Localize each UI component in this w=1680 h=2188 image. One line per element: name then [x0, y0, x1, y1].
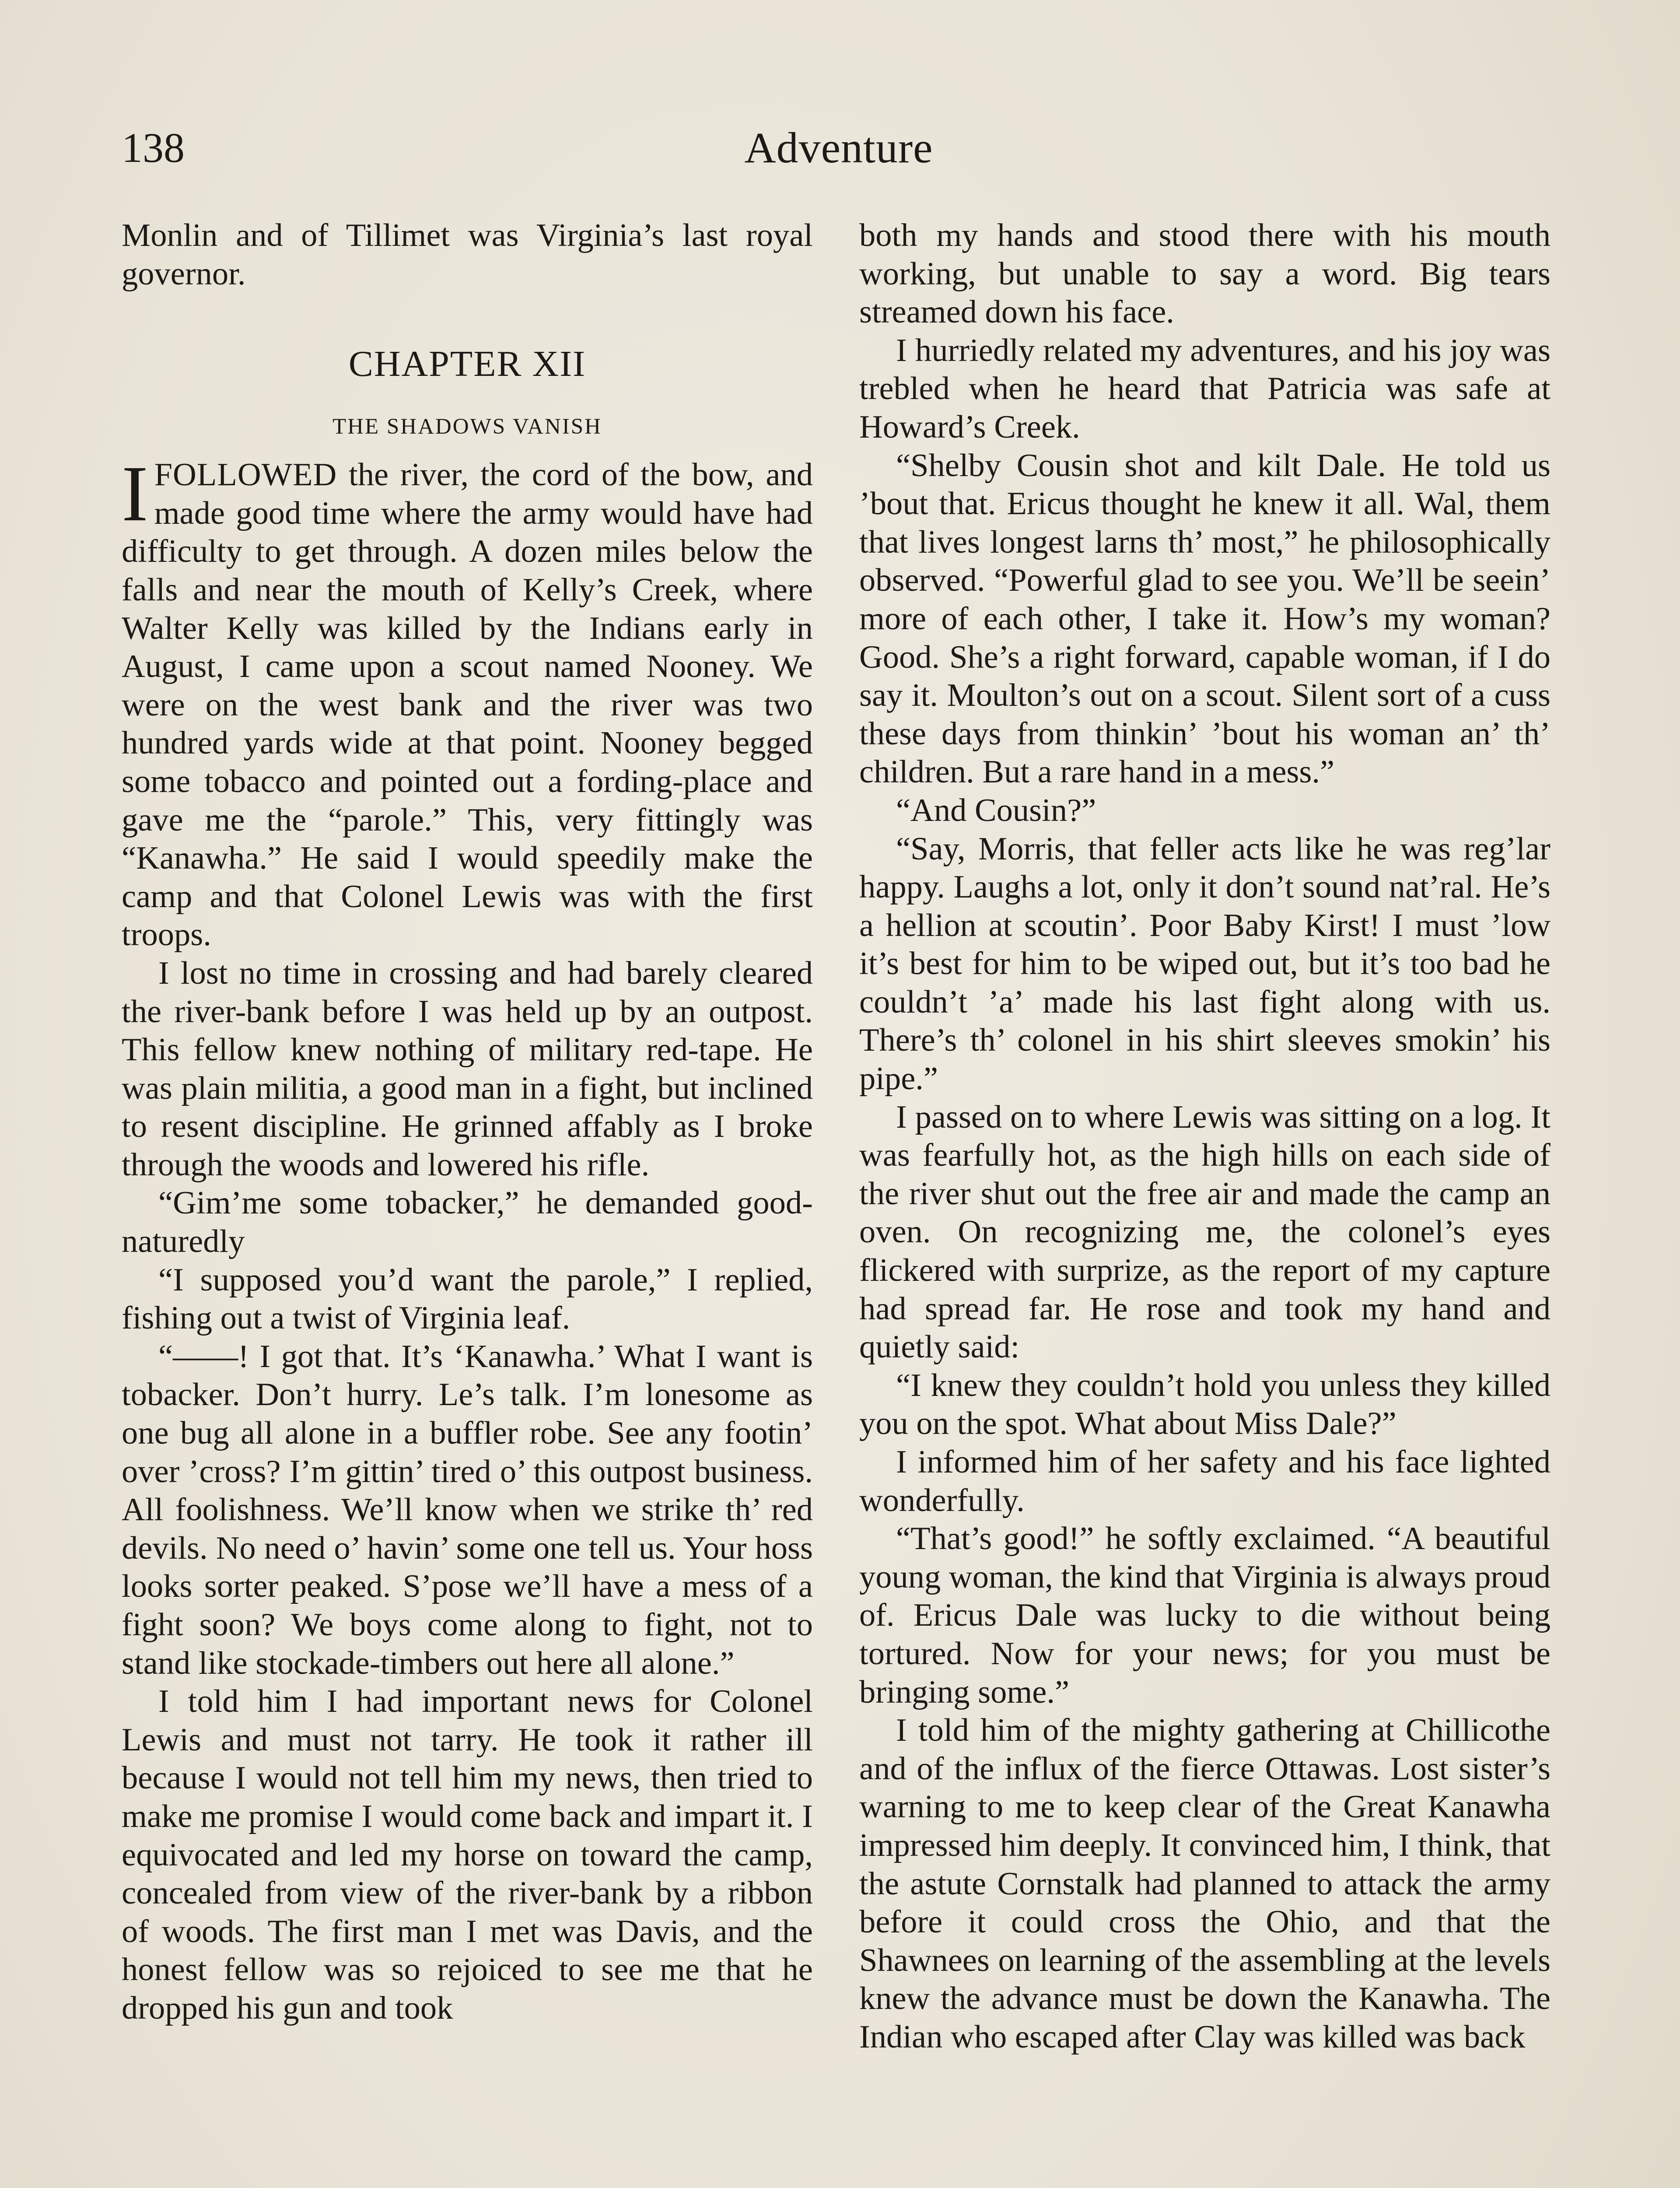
chapter-subtitle: THE SHADOWS VANISH	[332, 414, 602, 439]
paragraph: “That’s good!” he softly exclaimed. “A beautiful young woman, the kind that Virginia is always proud of. Ericus Dale was lucky to die without being tortured. Now for your news; for you must be bringing some.”	[859, 1521, 1550, 1710]
chapter-title: CHAPTER XII	[348, 344, 586, 385]
paragraph: “Shelby Cousin shot and kilt Dale. He told us ’bout that. Ericus thought he knew it all. Wal, them that lives longest larns th’ most,” he philosophically observed. “Powerful glad to see you. We’ll be seein’ more of each other, I take it. How’s my woman? Good. She’s a right forward, capable woman, if I do say it. Moulton’s out on a scout. Silent sort of a cuss these days from thinkin’ ’bout his woman an’ th’ children. But a rare hand in a mess.”	[859, 447, 1550, 790]
page-number: 138	[122, 124, 185, 171]
opening-text: the river, the cord of the bow, and made good time where the army would have had difficulty to get through. A dozen miles below the falls and near the mouth of Kelly’s Creek, where Walter Kelly was killed by the Indians early in August, I came upon a scout named Nooney. We were on the west bank and the river was two hundred yards wide at that point. Nooney begged some tobacco and pointed out a fording-place and gave me the “parole.” This, very fittingly was “Kanawha.” He said I would speedily make the camp and that Colonel Lewis was with the first troops.	[122, 457, 813, 953]
right-column	[859, 217, 1550, 2057]
paragraph: “I knew they couldn’t hold you unless they killed you on the spot. What about Miss Dale?”	[859, 1367, 1550, 1442]
opening-smallcaps: FOLLOWED	[154, 457, 337, 493]
paragraph: “Gim’me some tobacker,” he demanded good-naturedly	[122, 1185, 813, 1260]
paragraph: “And Cousin?”	[896, 792, 1096, 828]
paragraph: I told him of the mighty gathering at Chillicothe and of the influx of the fierce Ottawas. Lost sister’s warning to me to keep clear of the Great Kanawha impressed him deeply. It convinced him, I think, that the astute Cornstalk had planned to attack the army before it could cross the Ohio, and that the Shawnees on learning of the assembling at the levels knew the advance must be down the Kanawha. The Indian who escaped after Clay was killed was back	[859, 1712, 1550, 2055]
paragraph-continuation: Monlin and of Tillimet was Virginia’s last royal governor.	[122, 217, 813, 292]
left-column	[122, 217, 813, 2028]
paragraph: I hurriedly related my adventures, and his joy was trebled when he heard that Patricia was safe at Howard’s Creek.	[859, 332, 1550, 445]
running-head	[122, 117, 1556, 179]
chapter-opening-paragraph	[122, 450, 813, 954]
drop-cap: I	[122, 450, 148, 538]
paragraph: I lost no time in crossing and had barely cleared the river-bank before I was held up by an outpost. This fellow knew nothing of military red-tape. He was plain militia, a good man in a fight, but inclined to resent discipline. He grinned affably as I broke through the woods and lowered his rifle.	[122, 955, 813, 1183]
paragraph: I passed on to where Lewis was sitting on a log. It was fearfully hot, as the high hills on each side of the river shut out the free air and made the camp an oven. On recognizing me, the colonel’s eyes flickered with surprize, as the report of my capture had spread far. He rose and took my hand and quietly said:	[859, 1099, 1550, 1365]
journal-title: Adventure	[744, 123, 933, 172]
paragraph: “Say, Morris, that feller acts like he was reg’lar happy. Laughs a lot, only it don’t sound nat’ral. He’s a hellion at scoutin’. Poor Baby Kirst! I must ’low it’s best for him to be wiped out, but it’s too bad he couldn’t ’a’ made his last fight along with us. There’s th’ colonel in his shirt sleeves smokin’ his pipe.”	[859, 831, 1550, 1097]
paragraph: “——! I got that. It’s ‘Kanawha.’ What I want is tobacker. Don’t hurry. Le’s talk. I’m lonesome as one bug all alone in a buffler robe. See any footin’ over ’cross? I’m gittin’ tired o’ this outpost business. All foolishness. We’ll know when we strike th’ red devils. No need o’ havin’ some one tell us. Your hoss looks sorter peaked. S’pose we’ll have a mess of a fight soon? We boys come along to fight, not to stand like stockade-timbers out here all alone.”	[122, 1338, 813, 1681]
paragraph: I told him I had important news for Colonel Lewis and must not tarry. He took it rather ill because I would not tell him my news, then tried to make me promise I would come back and impart it. I equivocated and led my horse on toward the camp, concealed from view of the river-bank by a ribbon of woods. The first man I met was Davis, and the honest fellow was so rejoiced to see me that he dropped his gun and took	[122, 1683, 813, 2026]
paragraph-continuation: both my hands and stood there with his mouth working, but unable to say a word. Big tears streamed down his face.	[859, 217, 1550, 330]
paragraph: “I supposed you’d want the parole,” I replied, fishing out a twist of Virginia leaf.	[122, 1262, 813, 1336]
paragraph: I informed him of her safety and his face lighted wonderfully.	[859, 1444, 1550, 1518]
